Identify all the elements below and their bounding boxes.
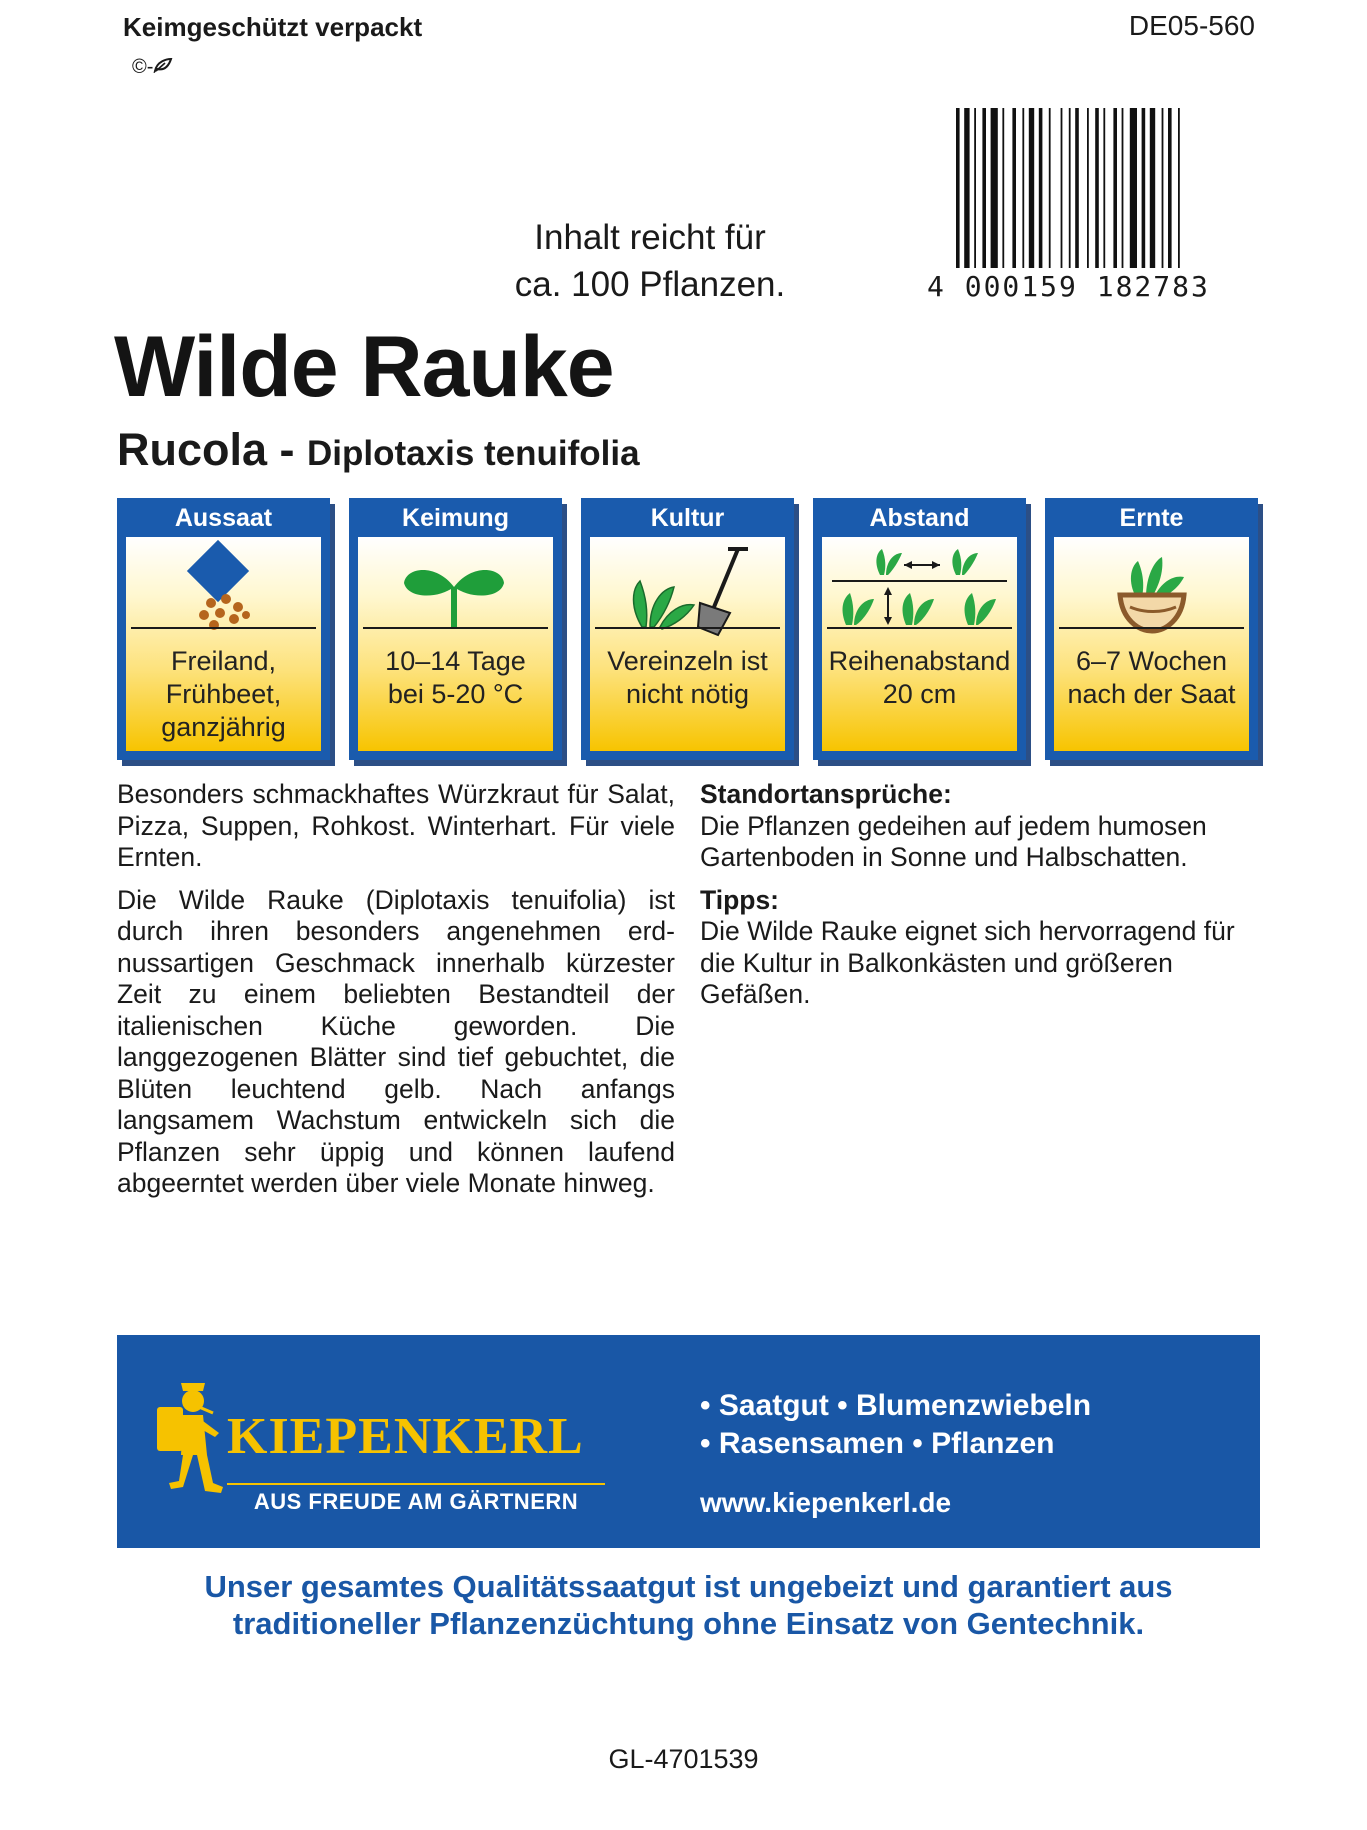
card-abstand (813, 498, 1026, 760)
location-heading: Standortansprüche: (700, 779, 952, 809)
card-text: Vereinzeln ist nicht nötig (607, 646, 768, 709)
product-range (700, 1387, 1091, 1463)
card-text: Freiland, Frühbeet, ganzjährig (161, 646, 286, 742)
sprout-icon (358, 537, 553, 637)
tips-heading: Tipps: (700, 884, 780, 915)
card-title: Ernte (1119, 504, 1184, 532)
card-title: Abstand (869, 504, 970, 532)
logo-rule (227, 1483, 605, 1485)
divider (1059, 627, 1244, 629)
product-subtitle (117, 424, 640, 476)
brand-slogan: AUS FREUDE AM GÄRTNERN (253, 1489, 579, 1514)
leaf-icon (153, 56, 173, 78)
article-number: DE05-560 (1128, 10, 1255, 41)
content-note (470, 214, 830, 308)
website-link[interactable]: www.kiepenkerl.de (700, 1487, 952, 1518)
divider (131, 627, 316, 629)
description-body: Die Wilde Rauke (Diplotaxis tenuifolia) ist durch ihren besonders angenehmen erdnussartigen Geschmack innerhalb kürzester Zeit zu einem beliebten Bestandteil der italienischen Küche geworden. Die langgezogenen Blätter sind tief gebuchtet, die Blüten leuchtend gelb. Nach anfangs langsamem Wachstum entwickeln sich die Pflanzen sehr üppig und können laufend abgeerntet werden über viele Monate hinweg. (117, 884, 675, 1198)
divider (827, 627, 1012, 629)
divider (363, 627, 548, 629)
harvest-bowl-icon (1054, 537, 1249, 637)
quality-line2: traditioneller Pflanzenzüchtung ohne Einsatz von Gentechnik. (232, 1606, 1145, 1641)
copyright-symbols: ©- (132, 56, 173, 79)
product-range-line2: • Rasensamen • Pflanzen (700, 1427, 1055, 1460)
description-intro: Besonders schmackhaftes Würzkraut für Salat, Pizza, Suppen, Rohkost. Winterhart. Für viele Ernten. (117, 779, 675, 872)
content-note-line2: ca. 100 Pflanzen. (514, 265, 786, 304)
common-name: Rucola - (117, 424, 308, 475)
content-note-line1: Inhalt reicht für (534, 218, 766, 257)
card-ernte (1045, 498, 1258, 760)
card-title: Aussaat (174, 504, 273, 532)
card-title: Kultur (650, 504, 725, 532)
info-cards (117, 498, 1261, 762)
quality-line1: Unser gesamtes Qualitätssaatgut ist ungebeizt und garantiert aus (204, 1569, 1173, 1604)
barcode (927, 108, 1254, 303)
product-title: Wilde Rauke (114, 319, 614, 415)
card-keimung (349, 498, 562, 760)
spade-plants-icon (590, 537, 785, 637)
quality-statement (117, 1568, 1260, 1642)
description-column (117, 779, 675, 1211)
divider (595, 627, 780, 629)
tips-text: Die Wilde Rauke eignet sich hervorragend für die Kultur in Balkonkästen und größeren Gefäßen. (700, 916, 1235, 1009)
product-range-line1: • Saatgut • Blumenzwiebeln (700, 1389, 1092, 1422)
kiepenkerl-figure-icon (153, 1377, 225, 1499)
card-text: 10–14 Tage bei 5-20 °C (385, 646, 526, 709)
card-text: Reihenabstand 20 cm (828, 646, 1011, 709)
botanical-name: Diplotaxis tenuifolia (307, 434, 640, 473)
footer-code: GL-4701539 (608, 1744, 759, 1774)
card-kultur (581, 498, 794, 760)
barcode-digits: 4 000159 182783 (927, 270, 1210, 303)
brand-logo: KIEPENKERL (227, 1408, 584, 1465)
card-text: 6–7 Wochen nach der Saat (1067, 646, 1236, 709)
packaging-note: Keimgeschützt verpackt (123, 12, 423, 42)
brand-banner (117, 1335, 1260, 1548)
spacing-icon (822, 537, 1017, 637)
card-title: Keimung (402, 504, 509, 532)
location-text: Die Pflanzen gedeihen auf jedem humosen Gartenboden in Sonne und Halbschatten. (700, 810, 1207, 872)
info-column (700, 779, 1260, 1022)
seed-bag-icon (126, 537, 321, 637)
card-aussaat (117, 498, 330, 760)
